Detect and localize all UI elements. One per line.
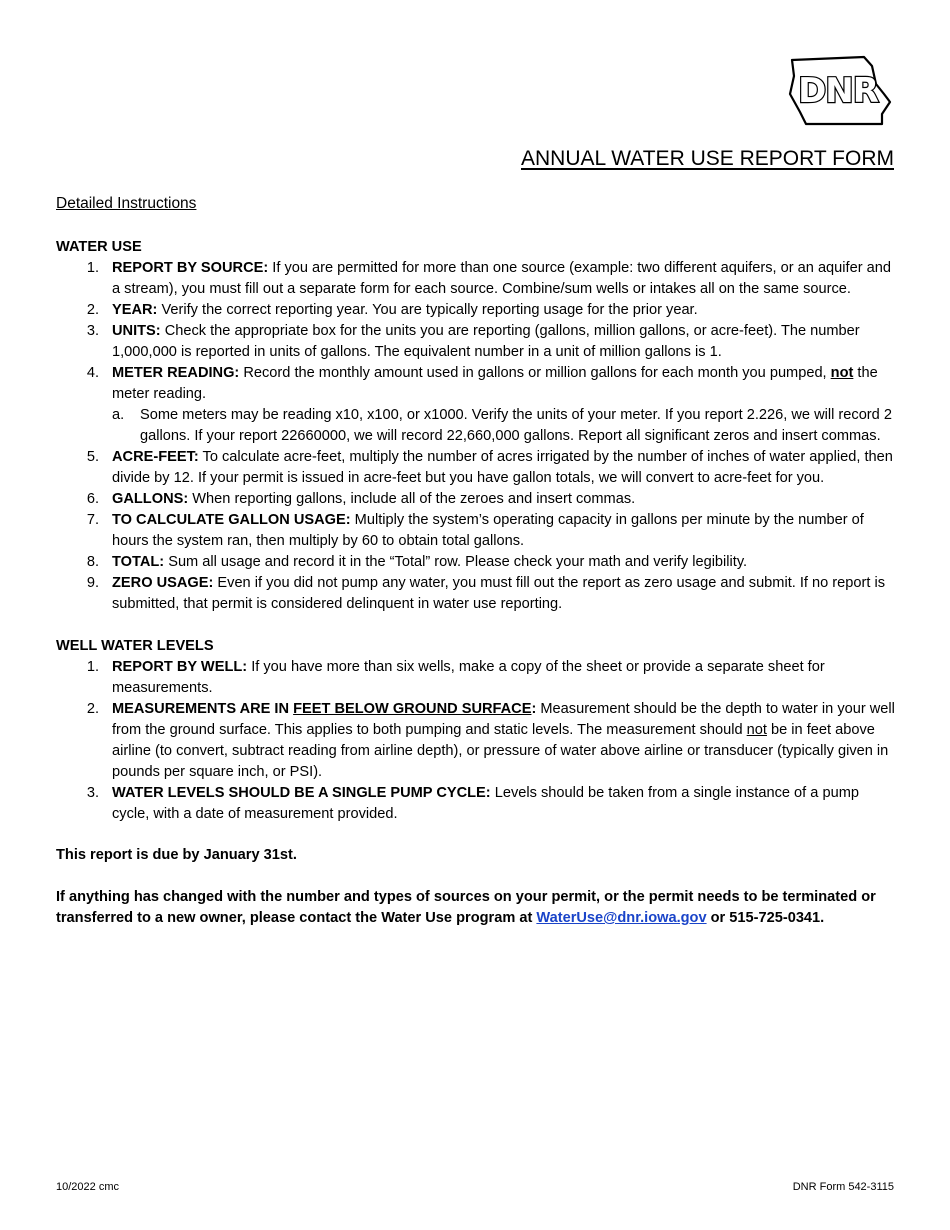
water-use-heading: WATER USE: [56, 239, 142, 255]
form-title: ANNUAL WATER USE REPORT FORM: [521, 147, 894, 170]
list-item: 2. MEASUREMENTS ARE IN FEET BELOW GROUND SURFACE: Measurement should be the depth to water in your well from the ground surface. This applies to both pumping and static levels. The measurement should not be in feet above airline (to convert, subtract reading from airline depth), or pressure of water above airline or transducer (typically given in pounds per square inch, or PSI).: [86, 701, 895, 780]
list-item: 1. REPORT BY WELL: If you have more than six wells, make a copy of the sheet or provide a separate sheet for measurements.: [86, 659, 825, 696]
contact-notice: If anything has changed with the number and types of sources on your permit, or the permit needs to be terminated or transferred to a new owner, please contact the Water Use program at WaterUse@dnr.iowa.gov or 515-725-0341.: [56, 889, 876, 926]
sub-list-item: a. Some meters may be reading x10, x100, or x1000. Verify the units of your meter. If you report 2.226, we will record 2 gallons. If your report 22660000, we will record 22,660,000 gallons. Report all significant zeros and insert commas.: [112, 407, 892, 444]
detailed-instructions-heading: Detailed Instructions: [56, 195, 197, 212]
well-levels-list: [56, 657, 896, 825]
footer-form-number: DNR Form 542-3115: [792, 1181, 894, 1193]
instructions-body: [56, 193, 896, 929]
well-water-levels-heading: WELL WATER LEVELS: [56, 638, 214, 654]
list-item: 3. WATER LEVELS SHOULD BE A SINGLE PUMP CYCLE: Levels should be taken from a single instance of a pump cycle, with a date of measurement provided.: [86, 785, 859, 822]
list-item: 5. ACRE-FEET: To calculate acre-feet, multiply the number of acres irrigated by the number of inches of water applied, then divide by 12. If your permit is issued in acre-feet but you have gallon totals, we will convert to acre-feet for you.: [86, 449, 893, 486]
email-link[interactable]: WaterUse@dnr.iowa.gov: [536, 910, 707, 926]
iowa-state-outline-icon: [786, 54, 896, 126]
list-item: 6. GALLONS: When reporting gallons, include all of the zeroes and insert commas.: [86, 491, 636, 507]
water-use-list: [56, 258, 896, 615]
dnr-logo: [786, 54, 896, 126]
list-item: 9. ZERO USAGE: Even if you did not pump any water, you must fill out the report as zero usage and submit. If no report is submitted, that permit is considered delinquent in water use reporting.: [86, 575, 886, 612]
list-item: 7. TO CALCULATE GALLON USAGE: Multiply the system’s operating capacity in gallons per minute by the number of hours the system ran, then multiply by 60 to obtain total gallons.: [86, 512, 864, 549]
list-item: 8. TOTAL: Sum all usage and record it in the “Total” row. Please check your math and verify legibility.: [86, 554, 748, 570]
list-item: 2. YEAR: Verify the correct reporting year. You are typically reporting usage for the prior year.: [86, 302, 698, 318]
logo-text: DNR: [798, 71, 878, 111]
list-item: 1. REPORT BY SOURCE: If you are permitted for more than one source (example: two different aquifers, or an aquifer and a stream), you must fill out a separate form for each source. Combine/sum wells or intakes all on the same source.: [86, 260, 891, 297]
due-date-notice: This report is due by January 31st.: [56, 847, 297, 863]
list-item: 3. UNITS: Check the appropriate box for the units you are reporting (gallons, million gallons, or acre-feet). The number 1,000,000 is reported in units of gallons. The equivalent number in a unit of million gallons is 1.: [86, 323, 860, 360]
footer-revision: 10/2022 cmc: [56, 1181, 119, 1193]
list-item: 4. METER READING: Record the monthly amount used in gallons or million gallons for each month you pumped, not the meter reading. a. Some meters may be reading x10, x100, or x1000. Verify the units of your meter. If you report 2.226, we will record 2 gallons. If your report 22660000, we will record 22,660,000 gallons. Report all significant zeros and insert commas.: [56, 363, 896, 447]
